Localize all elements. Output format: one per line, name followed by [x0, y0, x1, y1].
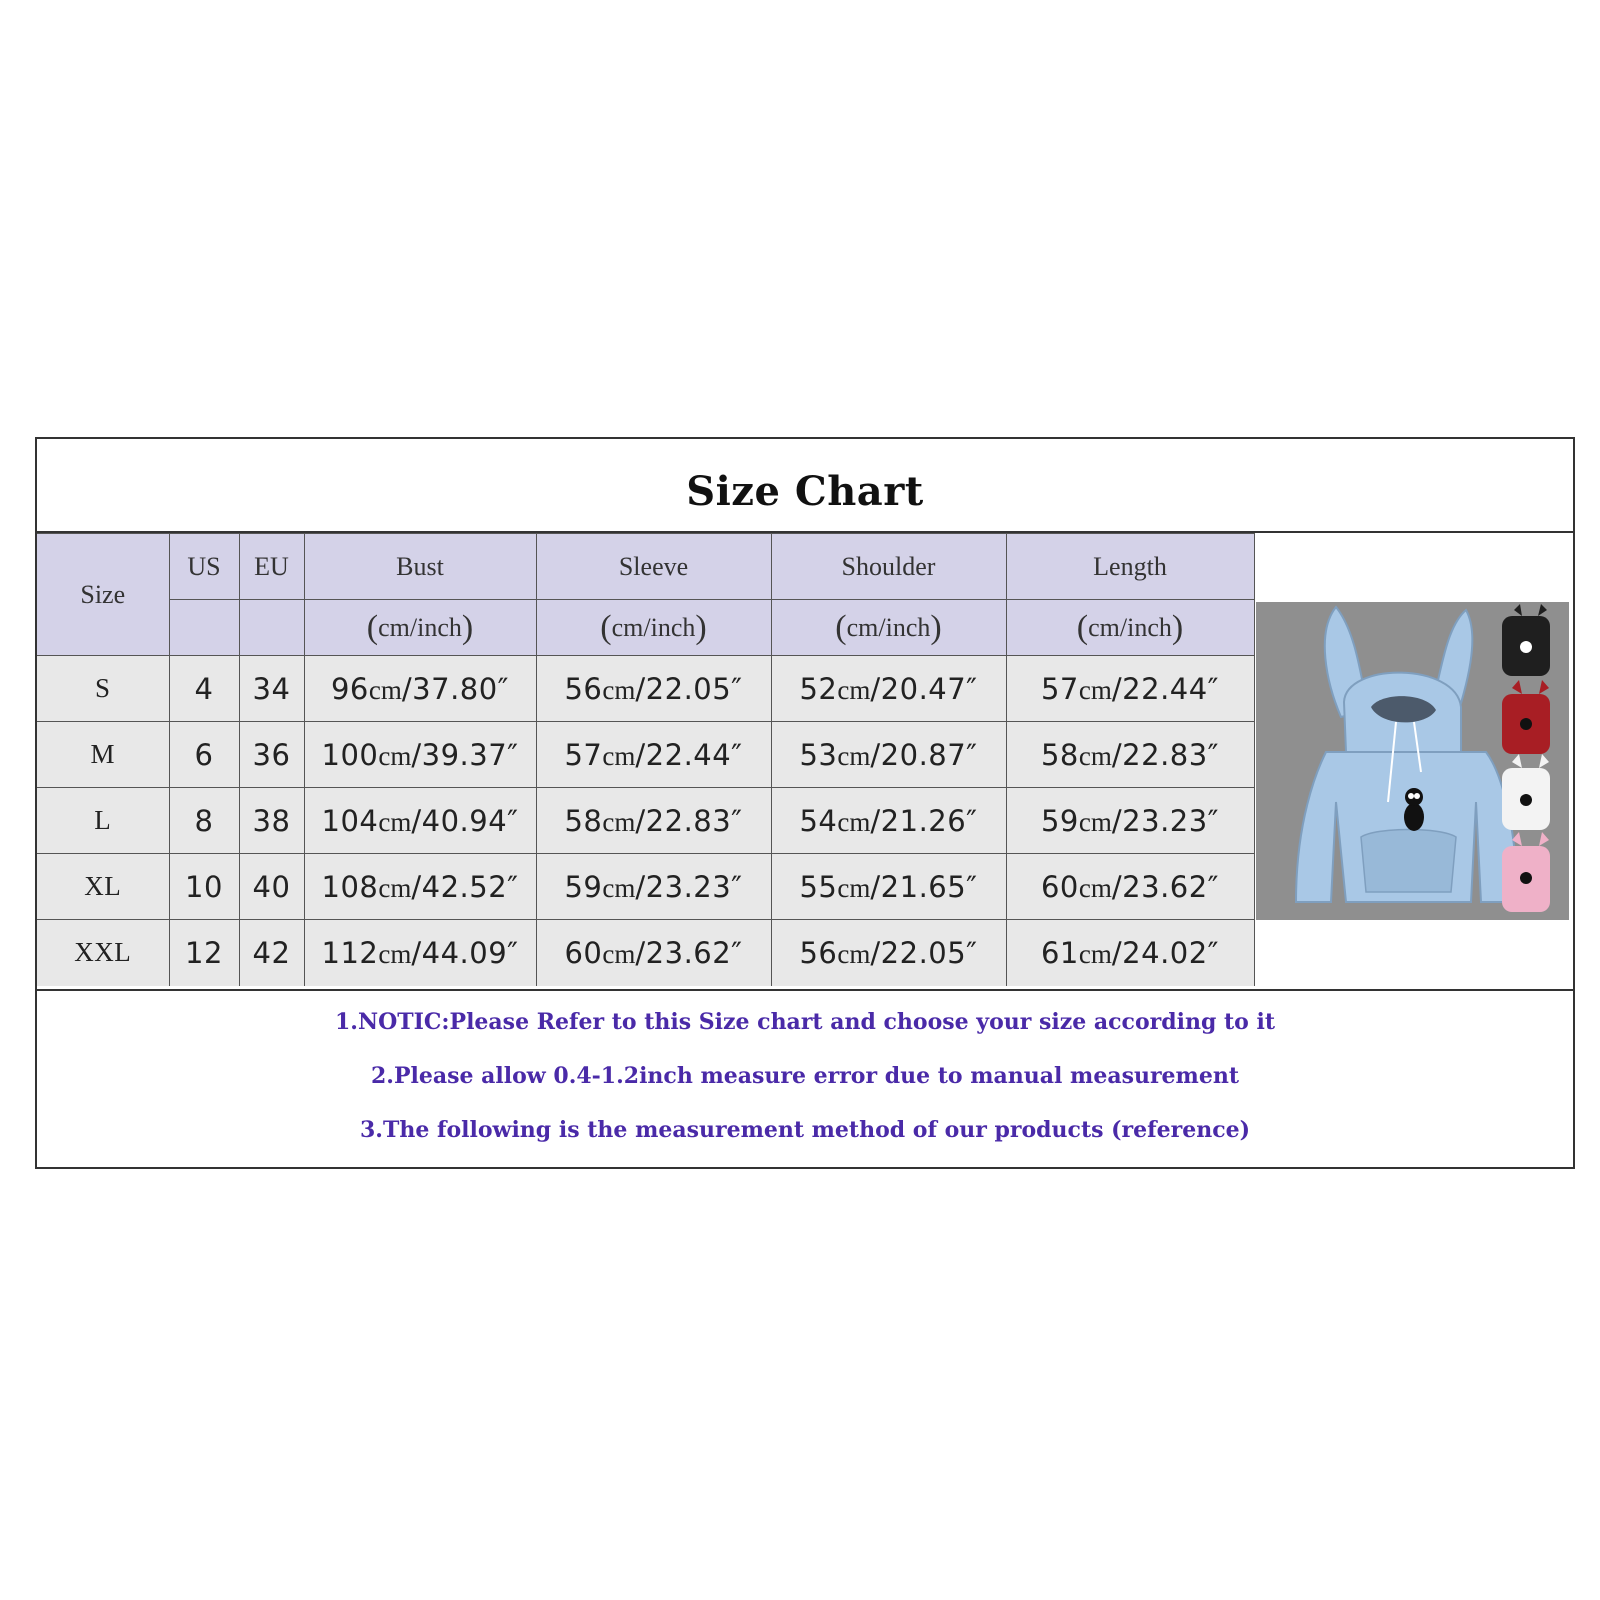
unit-suffix: cm — [378, 938, 412, 969]
sleeve-inch: /23.62″ — [635, 935, 743, 970]
cell-bust — [304, 920, 536, 986]
sleeve-cm: 57 — [564, 737, 603, 772]
notes-section — [37, 989, 1573, 1169]
cell-sleeve — [536, 656, 771, 722]
note-2: 2.Please allow 0.4-1.2inch measure error due to manual measurement — [370, 1063, 1239, 1089]
unit-suffix: cm — [602, 740, 636, 771]
header-length-unit — [1006, 600, 1254, 656]
sleeve-inch: /22.05″ — [635, 671, 743, 706]
cell-shoulder — [771, 722, 1006, 788]
header-length: Length — [1006, 534, 1254, 600]
unit-open-paren: ( — [1076, 608, 1089, 646]
cell-length — [1006, 854, 1254, 920]
note-1: 1.NOTIC:Please Refer to this Size chart and choose your size according to it — [335, 1009, 1275, 1035]
sleeve-cm: 59 — [564, 869, 603, 904]
sleeve-cm: 58 — [564, 803, 603, 838]
unit-suffix: cm — [368, 674, 402, 705]
unit-label: cm/inch — [611, 612, 696, 642]
bust-cm: 96 — [330, 671, 369, 706]
unit-suffix: cm — [837, 740, 871, 771]
cell-sleeve — [536, 788, 771, 854]
cell-sleeve — [536, 854, 771, 920]
bust-cm: 104 — [321, 803, 379, 838]
bust-cm: 100 — [321, 737, 379, 772]
unit-suffix: cm — [837, 674, 871, 705]
header-us: US — [169, 534, 239, 600]
size-chart-frame — [35, 437, 1575, 1169]
cell-size: XL — [37, 854, 169, 920]
unit-suffix: cm — [378, 740, 412, 771]
cell-eu: 42 — [239, 920, 304, 986]
unit-label: cm/inch — [1088, 612, 1172, 642]
bust-cm: 108 — [321, 869, 379, 904]
unit-open-paren: ( — [600, 608, 612, 646]
unit-close-paren: ) — [695, 608, 707, 646]
unit-suffix: cm — [378, 872, 412, 903]
note-3: 3.The following is the measurement method of our products (reference) — [360, 1117, 1250, 1143]
cell-us: 12 — [169, 920, 239, 986]
title-bar — [37, 439, 1573, 533]
cell-size: XXL — [37, 920, 169, 986]
unit-close-paren: ) — [1171, 608, 1184, 646]
cell-shoulder — [771, 854, 1006, 920]
bust-inch: /39.37″ — [411, 737, 519, 772]
cell-sleeve — [536, 722, 771, 788]
cell-shoulder — [771, 788, 1006, 854]
sleeve-cm: 60 — [564, 935, 603, 970]
header-bust-unit — [304, 600, 536, 656]
bust-inch: /44.09″ — [411, 935, 519, 970]
length-inch: /22.44″ — [1111, 671, 1220, 706]
shoulder-inch: /21.65″ — [870, 869, 978, 904]
cell-length — [1006, 920, 1254, 986]
cell-length — [1006, 656, 1254, 722]
shoulder-cm: 52 — [799, 671, 838, 706]
bust-inch: /42.52″ — [411, 869, 519, 904]
table-unit-row — [37, 600, 1254, 656]
cell-us: 4 — [169, 656, 239, 722]
header-shoulder: Shoulder — [771, 534, 1006, 600]
header-us-unit — [169, 600, 239, 656]
header-eu-unit — [239, 600, 304, 656]
header-bust: Bust — [304, 534, 536, 600]
unit-suffix: cm — [602, 872, 636, 903]
unit-label: cm/inch — [846, 612, 931, 642]
bust-cm: 112 — [321, 935, 379, 970]
table-row — [37, 920, 1254, 986]
unit-suffix: cm — [1078, 806, 1112, 837]
cell-size: L — [37, 788, 169, 854]
header-shoulder-unit — [771, 600, 1006, 656]
sleeve-inch: /22.83″ — [635, 803, 743, 838]
unit-suffix: cm — [1078, 872, 1112, 903]
bust-inch: /37.80″ — [401, 671, 510, 706]
length-inch: /23.62″ — [1111, 869, 1220, 904]
unit-suffix: cm — [602, 938, 636, 969]
cell-shoulder — [771, 920, 1006, 986]
length-cm: 60 — [1040, 869, 1079, 904]
unit-suffix: cm — [1078, 674, 1112, 705]
unit-suffix: cm — [1078, 740, 1112, 771]
shoulder-cm: 55 — [799, 869, 838, 904]
length-cm: 58 — [1040, 737, 1079, 772]
cell-us: 8 — [169, 788, 239, 854]
table-row — [37, 788, 1254, 854]
hoodie-illustration — [1256, 602, 1569, 920]
cell-us: 10 — [169, 854, 239, 920]
table-header-row — [37, 534, 1254, 600]
unit-open-paren: ( — [366, 608, 379, 646]
sleeve-inch: /23.23″ — [635, 869, 743, 904]
sleeve-inch: /22.44″ — [635, 737, 743, 772]
bust-inch: /40.94″ — [411, 803, 519, 838]
shoulder-inch: /22.05″ — [870, 935, 978, 970]
length-inch: /22.83″ — [1111, 737, 1220, 772]
shoulder-inch: /20.47″ — [870, 671, 978, 706]
shoulder-cm: 53 — [799, 737, 838, 772]
cell-length — [1006, 722, 1254, 788]
table-row — [37, 656, 1254, 722]
length-cm: 61 — [1040, 935, 1079, 970]
page-title: Size Chart — [686, 467, 924, 515]
length-inch: /23.23″ — [1111, 803, 1220, 838]
size-table — [37, 533, 1255, 986]
unit-suffix: cm — [378, 806, 412, 837]
header-sleeve: Sleeve — [536, 534, 771, 600]
cell-shoulder — [771, 656, 1006, 722]
shoulder-inch: /21.26″ — [870, 803, 978, 838]
cell-sleeve — [536, 920, 771, 986]
header-sleeve-unit — [536, 600, 771, 656]
length-cm: 57 — [1040, 671, 1079, 706]
length-cm: 59 — [1040, 803, 1079, 838]
table-row — [37, 854, 1254, 920]
length-inch: /24.02″ — [1111, 935, 1220, 970]
cell-bust — [304, 788, 536, 854]
header-eu: EU — [239, 534, 304, 600]
cell-eu: 34 — [239, 656, 304, 722]
shoulder-inch: /20.87″ — [870, 737, 978, 772]
cell-bust — [304, 854, 536, 920]
cell-eu: 36 — [239, 722, 304, 788]
table-row — [37, 722, 1254, 788]
unit-suffix: cm — [602, 674, 636, 705]
shoulder-cm: 54 — [799, 803, 838, 838]
unit-suffix: cm — [602, 806, 636, 837]
cell-eu: 40 — [239, 854, 304, 920]
cell-bust — [304, 722, 536, 788]
header-size: Size — [37, 534, 169, 656]
cell-us: 6 — [169, 722, 239, 788]
unit-label: cm/inch — [378, 612, 462, 642]
cell-eu: 38 — [239, 788, 304, 854]
unit-suffix: cm — [837, 938, 871, 969]
unit-close-paren: ) — [930, 608, 942, 646]
sleeve-cm: 56 — [564, 671, 603, 706]
shoulder-cm: 56 — [799, 935, 838, 970]
unit-close-paren: ) — [461, 608, 474, 646]
cell-size: S — [37, 656, 169, 722]
unit-open-paren: ( — [835, 608, 847, 646]
cell-size: M — [37, 722, 169, 788]
hoodie-product-image — [1256, 602, 1569, 920]
cell-bust — [304, 656, 536, 722]
cell-length — [1006, 788, 1254, 854]
unit-suffix: cm — [837, 806, 871, 837]
unit-suffix: cm — [1078, 938, 1112, 969]
unit-suffix: cm — [837, 872, 871, 903]
